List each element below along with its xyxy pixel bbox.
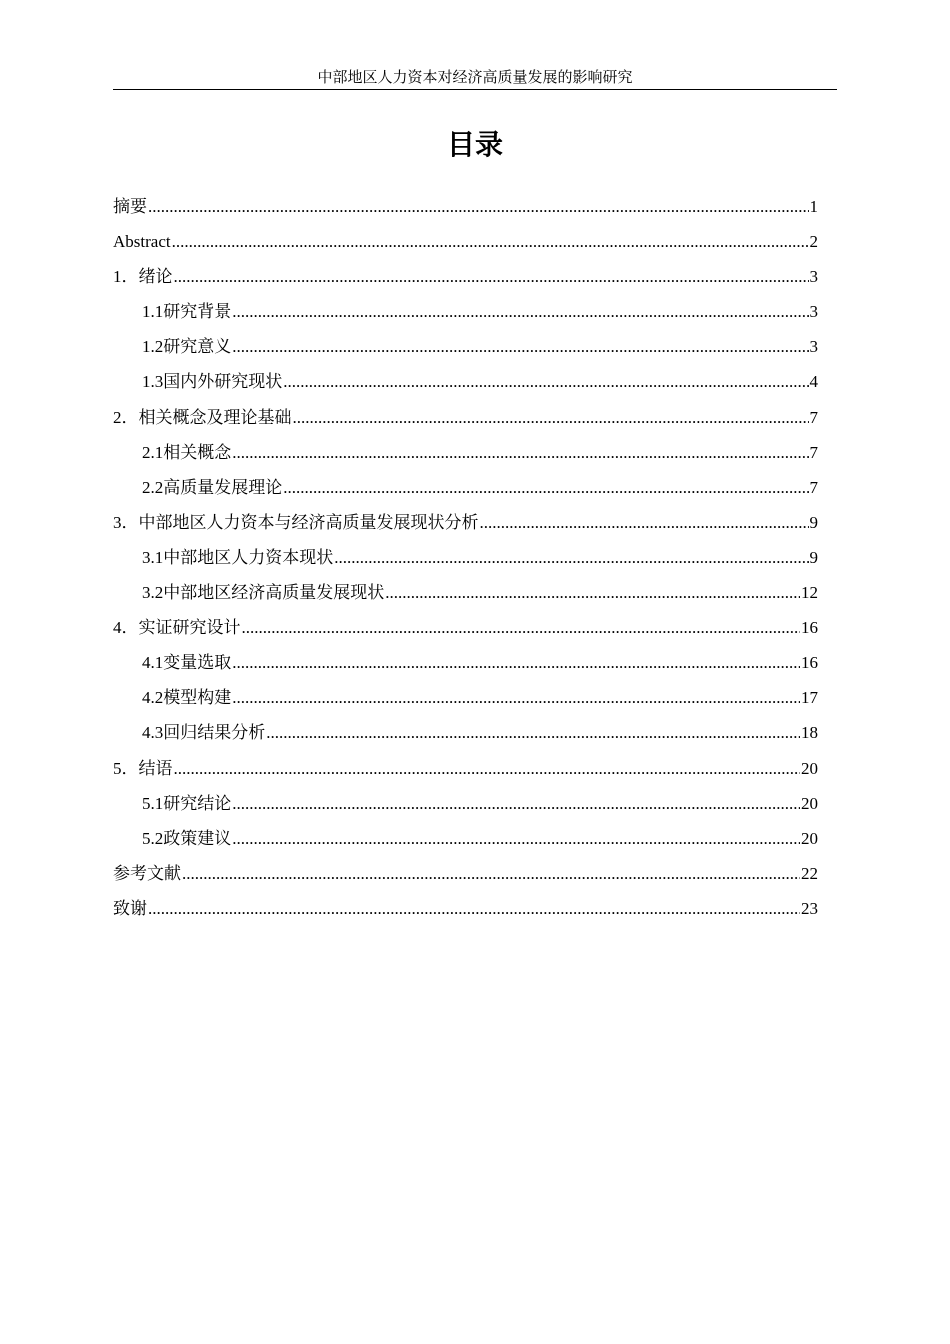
toc-entry-label: 摘要 (113, 197, 147, 216)
toc-entry[interactable] (113, 751, 818, 786)
toc-entry-number: 5． (113, 758, 139, 778)
toc-entry-number: 4.2 (142, 688, 164, 708)
toc-entry[interactable] (113, 224, 818, 259)
toc-entry-page: 17 (801, 688, 818, 708)
toc-title: 目录 (446, 128, 503, 161)
toc-entry-number: 2.2 (142, 477, 164, 497)
toc-dot-leader (480, 505, 809, 540)
toc-entry-page: 2 (809, 232, 818, 252)
table-of-contents (113, 189, 818, 926)
toc-entry-page: 3 (809, 302, 818, 322)
toc-entry-label: 致谢 (113, 898, 147, 918)
toc-entry-label: 相关概念及理论基础 (138, 407, 292, 427)
toc-entry-label: 实证研究设计 (138, 618, 241, 638)
toc-entry[interactable] (113, 435, 818, 470)
toc-dot-leader (172, 224, 809, 259)
toc-entry[interactable] (113, 645, 818, 680)
toc-dot-leader (174, 751, 801, 786)
toc-entry-page: 20 (801, 758, 818, 778)
toc-entry-number: 4.3 (142, 723, 164, 743)
toc-dot-leader (232, 645, 800, 680)
toc-dot-leader (232, 821, 800, 856)
toc-entry-label: 相关概念 (163, 442, 232, 462)
toc-entry-page: 16 (801, 618, 818, 638)
toc-entry-label: 回归结果分析 (163, 723, 266, 743)
toc-dot-leader (293, 400, 809, 435)
toc-dot-leader (232, 680, 800, 715)
toc-entry-page: 12 (801, 583, 818, 603)
toc-entry-number: 3.1 (142, 547, 164, 567)
toc-entry-number: 1.2 (142, 337, 164, 357)
toc-entry[interactable] (113, 821, 818, 856)
toc-entry[interactable] (113, 680, 818, 715)
toc-entry-number: 3.2 (142, 583, 164, 603)
toc-entry-number: 4． (113, 618, 139, 638)
toc-entry-label: 变量选取 (163, 653, 232, 673)
toc-entry-page: 3 (809, 267, 818, 287)
toc-dot-leader (182, 856, 800, 891)
toc-dot-leader (232, 294, 808, 329)
toc-dot-leader (283, 364, 808, 399)
toc-entry[interactable] (113, 400, 818, 435)
toc-entry-number: 1． (113, 267, 139, 287)
toc-entry[interactable] (113, 575, 818, 610)
toc-entry-label: 结语 (138, 758, 173, 778)
toc-entry[interactable] (113, 715, 818, 750)
toc-dot-leader (266, 715, 800, 750)
toc-entry-label: 参考文献 (113, 863, 181, 883)
toc-entry-number: 3． (113, 512, 139, 532)
toc-entry-number: 5.2 (142, 828, 164, 848)
toc-entry-number: 1.3 (142, 372, 164, 392)
toc-dot-leader (385, 575, 800, 610)
toc-entry-page: 18 (801, 723, 818, 743)
toc-entry-page: 20 (801, 828, 818, 848)
toc-entry-label: 研究结论 (163, 793, 232, 813)
toc-dot-leader (148, 891, 800, 926)
toc-entry-label: Abstract (113, 232, 171, 252)
toc-entry-page: 7 (809, 442, 818, 462)
toc-entry-label: 模型构建 (163, 688, 232, 708)
toc-entry-label: 高质量发展理论 (163, 477, 283, 497)
toc-entry-page: 7 (809, 477, 818, 497)
toc-entry-number: 4.1 (142, 653, 164, 673)
toc-entry-number: 2． (113, 407, 139, 427)
toc-entry-page: 4 (809, 372, 818, 392)
toc-entry-label: 研究背景 (163, 302, 232, 322)
toc-entry-page: 3 (809, 337, 818, 357)
toc-entry[interactable] (113, 891, 818, 926)
toc-entry-page: 16 (801, 653, 818, 673)
toc-entry-page: 7 (809, 407, 818, 427)
toc-entry[interactable] (113, 610, 818, 645)
toc-entry-page: 9 (809, 512, 818, 532)
toc-entry[interactable] (113, 189, 818, 224)
toc-dot-leader (334, 540, 808, 575)
toc-entry[interactable] (113, 540, 818, 575)
toc-dot-leader (242, 610, 801, 645)
toc-entry[interactable] (113, 786, 818, 821)
toc-entry-page: 20 (801, 793, 818, 813)
toc-entry-label: 中部地区人力资本与经济高质量发展现状分析 (138, 512, 479, 532)
toc-dot-leader (148, 189, 809, 224)
toc-entry-number: 2.1 (142, 442, 164, 462)
toc-entry-label: 政策建议 (163, 828, 232, 848)
toc-entry[interactable] (113, 470, 818, 505)
toc-entry[interactable] (113, 259, 818, 294)
toc-entry-number: 1.1 (142, 302, 164, 322)
toc-dot-leader (283, 470, 808, 505)
toc-entry[interactable] (113, 329, 818, 364)
toc-entry[interactable] (113, 856, 818, 891)
toc-entry[interactable] (113, 294, 818, 329)
toc-dot-leader (232, 786, 800, 821)
toc-dot-leader (232, 329, 808, 364)
toc-entry-page: 23 (801, 898, 818, 918)
toc-entry-page: 22 (801, 863, 818, 883)
toc-entry-label: 绪论 (138, 267, 173, 287)
toc-entry[interactable] (113, 364, 818, 399)
toc-entry[interactable] (113, 505, 818, 540)
toc-entry-label: 国内外研究现状 (163, 372, 283, 392)
toc-entry-page: 1 (809, 197, 818, 216)
toc-dot-leader (174, 259, 809, 294)
running-header: 中部地区人力资本对经济高质量发展的影响研究 (113, 68, 837, 90)
toc-dot-leader (232, 435, 808, 470)
toc-entry-label: 中部地区经济高质量发展现状 (163, 583, 385, 603)
toc-entry-page: 9 (809, 547, 818, 567)
toc-entry-label: 研究意义 (163, 337, 232, 357)
toc-entry-label: 中部地区人力资本现状 (163, 547, 334, 567)
toc-entry-number: 5.1 (142, 793, 164, 813)
